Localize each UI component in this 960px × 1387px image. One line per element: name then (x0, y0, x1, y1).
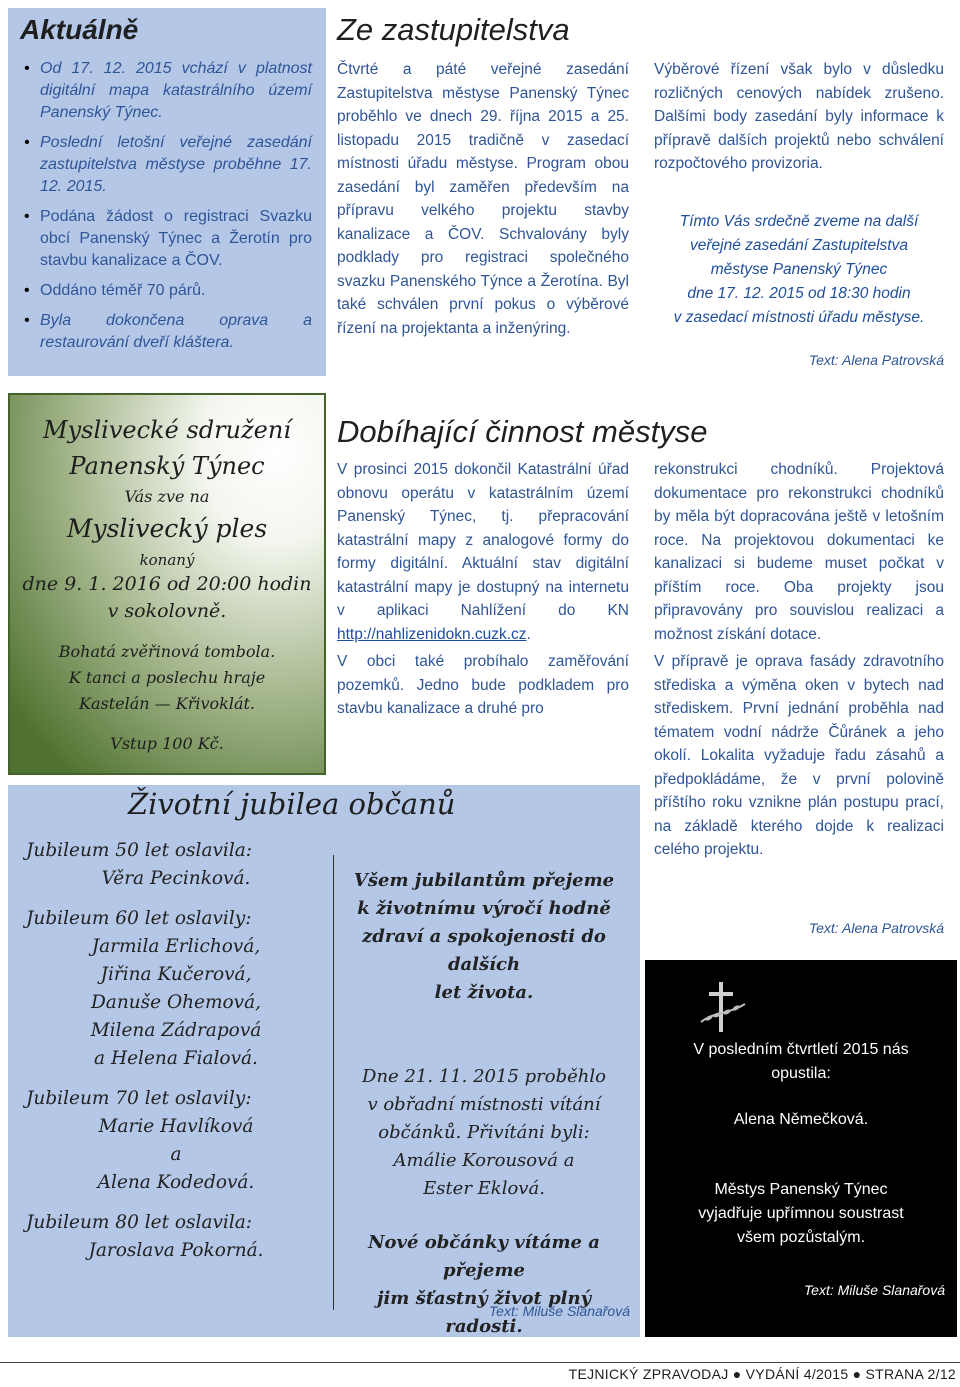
jubilea-author: Text: Miluše Slanařová (488, 1303, 630, 1319)
obituary-line: Městys Panenský Týnec (714, 1181, 888, 1198)
zastupitelstvo-text-1: Čtvrté a páté veřejné zasedání Zastupitelstva městyse Panenský Týnec proběhlo ve dnech 29. října 2015 a 25. listopadu 2015 tradičně v zasedací místnosti úřadu městyse. Program obou zasedání byl zaměřen především na přípravu velkého projektu stavby kanalizace a ČOV. Schvalovány byly podklady pro registraci společného svazku Panenského Týnce a Žerotína. Byl také schválen první pokus o výběrové řízení na projektanta a inženýring. (337, 61, 629, 337)
welcome-line: Dne 21. 11. 2015 proběhlo (362, 1066, 606, 1087)
poster-org: Myslivecké sdružení (43, 416, 291, 444)
cross-with-branch-icon (693, 978, 753, 1038)
jubileum-60-title: Jubileum 60 let oslavily: (26, 908, 252, 929)
invitation-line: městyse Panenský Týnec (710, 261, 888, 278)
jubileum-50-title: Jubileum 50 let oslavila: (26, 840, 253, 861)
dobihajici-text-3: rekonstrukci chodníků. Projektová dokumentace pro rekonstrukci chodníků by měla být dopracována ještě v letošním roce. Na projektovou dokumentaci ke kanalizaci si budeme muset počkat v příštím roce. Oba projekty jsou připravovány pro souvislou realizaci a možnost získání dotace. (654, 461, 944, 643)
invitation (654, 210, 944, 330)
poster-date: dne 9. 1. 2016 od 20:00 hodin (22, 573, 312, 595)
poster-entry: Vstup 100 Kč. (110, 734, 224, 753)
aktualne-box (8, 8, 326, 376)
poster-tombola: Bohatá zvěřinová tombola. (58, 642, 276, 661)
aktualne-heading: Aktuálně (20, 14, 139, 45)
aktualne-list (20, 58, 312, 354)
welcome-line: Ester Eklová. (423, 1178, 545, 1199)
jubilea-messages (338, 867, 630, 1341)
newborn-line: jim šťastný život plný radosti. (376, 1288, 592, 1337)
jubileum-70-name: Marie Havlíková (98, 1116, 254, 1137)
footer-divider (0, 1362, 960, 1363)
invitation-line: veřejné zasedání Zastupitelstva (690, 237, 908, 254)
page-footer: TEJNICKÝ ZPRAVODAJ ● VYDÁNÍ 4/2015 ● STRANA 2/12 (568, 1366, 956, 1382)
wish-line: let života. (434, 982, 534, 1003)
list-item: • Poslední letošní veřejné zasedání zastupitelstva městyse proběhne 17. 12. 2015. (40, 132, 312, 198)
dobihajici-text-4: V přípravě je oprava fasády zdravotního střediska a výměna oken v bytech nad střediskem. První jednání proběhla nad tématem vodní nádrže Čůránek a jeho okolí. Lokalita vyžaduje řadu zásahů a předpokládáme, že v první polovině příštího roku vznikne plán postupu prací, na základě kterého dojde k realizaci celého projektu. (654, 653, 944, 858)
jubileum-70-title: Jubileum 70 let oslavily: (26, 1088, 252, 1109)
welcome-line: v obřadní místnosti vítání (367, 1094, 601, 1115)
obituary-name: Alena Němečková. (733, 1111, 869, 1128)
invitation-line: v zasedací místnosti úřadu městyse. (673, 309, 925, 326)
obituary-condolence (645, 1178, 957, 1250)
jubileum-80-title: Jubileum 80 let oslavila: (26, 1212, 253, 1233)
dobihajici-author: Text: Alena Patrovská (808, 920, 944, 936)
cuzk-link[interactable]: http://nahlizenidokn.cuzk.cz (337, 625, 527, 643)
zastupitelstvo-heading: Ze zastupitelstva (337, 12, 570, 47)
zastupitelstvo-text-2: Výběrové řízení však bylo v důsledku rozličných cenových nabídek zrušeno. Dalšími body zasedání byly informace k přípravě dalších projektů nebo schválení rozpočtového provizoria. (654, 61, 944, 172)
jubileum-80-name: Jaroslava Pokorná. (88, 1240, 264, 1261)
invitation-line: dne 17. 12. 2015 od 18:30 hodin (687, 285, 911, 302)
obituary-line: opustila: (771, 1065, 831, 1082)
invitation-line: Tímto Vás srdečně zveme na další (679, 213, 919, 230)
obituary-author: Text: Miluše Slanařová (803, 1282, 945, 1298)
poster-music: K tanci a poslechu hraje (68, 668, 266, 687)
dobihajici-text-2: V obci také probíhalo zaměřování pozemků. Jedno bude podkladem pro stavbu kanalizace a druhé pro (337, 653, 629, 717)
obituary-line: všem pozůstalým. (736, 1229, 866, 1246)
list-item: • Podána žádost o registraci Svazku obcí Panenský Týnec a Žerotín pro stavbu kanalizace a ČOV. (40, 206, 312, 272)
poster-venue: v sokolovně. (107, 600, 227, 622)
obituary-intro (645, 1038, 957, 1086)
jubileum-60-name: Jarmila Erlichová, (91, 936, 261, 957)
welcome-line: Amálie Korousová a (393, 1150, 575, 1171)
list-item: • Oddáno téměř 70 párů. (40, 280, 312, 302)
jubileum-70-name: Alena Kodedová. (97, 1172, 255, 1193)
welcome-line: občánků. Přivítáni byli: (378, 1122, 590, 1143)
jubileum-60-name: Milena Zádrapová (90, 1020, 262, 1041)
jubilea-heading: Životní jubilea občanů (128, 787, 456, 821)
zastupitelstvo-author: Text: Alena Patrovská (808, 352, 944, 368)
obituary-line: V posledním čtvrtletí 2015 nás (693, 1041, 909, 1058)
obituary-line: vyjadřuje upřímnou soustrast (698, 1205, 904, 1222)
jubileum-60-name: a Helena Fialová. (94, 1048, 258, 1069)
wish-line: zdraví a spokojenosti do dalších (362, 926, 606, 975)
jubilea-box (8, 785, 640, 1337)
poster-place: Panenský Týnec (69, 452, 265, 480)
poster-held: konaný (139, 551, 195, 569)
dobihajici-col2 (654, 458, 944, 866)
wish-line: Všem jubilantům přejeme (353, 870, 615, 891)
list-item: • Byla dokončena oprava a restaurování dveří kláštera. (40, 310, 312, 354)
zastupitelstvo-col2 (654, 58, 944, 180)
jubileum-60-name: Jiřina Kučerová, (100, 964, 252, 985)
obituary-box (645, 960, 957, 1337)
jubileum-70-name: a (170, 1144, 182, 1165)
dobihajici-heading: Dobíhající činnost městyse (337, 414, 708, 449)
hunting-ball-poster (8, 393, 326, 775)
jubilea-list (26, 837, 326, 1265)
dobihajici-col1: V prosinci 2015 dokončil Katastrální úřad obnovu operátu v katastrálním území Panenský Týnec, tj. přepracování katastrální mapy z analogové formy do formy digitální. Aktuální stav digitální katastrální mapy je dostupný na internetu v aplikaci Nahlížení do KN http://nahlizenidokn.cuzk.cz. V obci také probíhalo zaměřování pozemků. Jedno bude podkladem pro stavbu kanalizace a druhé pro (337, 458, 629, 725)
jubileum-60-name: Danuše Ohemová, (90, 992, 262, 1013)
jubilea-divider (333, 855, 334, 1310)
dobihajici-text-1: V prosinci 2015 dokončil Katastrální úřad obnovu operátu v katastrálním území Panenský Týnec, tj. přepracování katastrální mapy z analogové formy do formy digitální. Aktuální stav digitální katastrální mapy je dostupný na internetu v aplikaci Nahlížení do KN (337, 461, 629, 619)
wish-line: k životnímu výročí hodně (357, 898, 611, 919)
poster-invite: Vás zve na (124, 487, 210, 506)
zastupitelstvo-col1 (337, 58, 629, 344)
jubileum-50-name: Věra Pecinková. (101, 868, 251, 889)
poster-event: Myslivecký ples (66, 514, 268, 543)
newborn-line: Nové občánky vítáme a přejeme (368, 1232, 600, 1281)
poster-band: Kastelán — Křivoklát. (79, 694, 255, 713)
list-item: • Od 17. 12. 2015 vchází v platnost digitální mapa katastrálního území Panenský Týnec. (40, 58, 312, 124)
